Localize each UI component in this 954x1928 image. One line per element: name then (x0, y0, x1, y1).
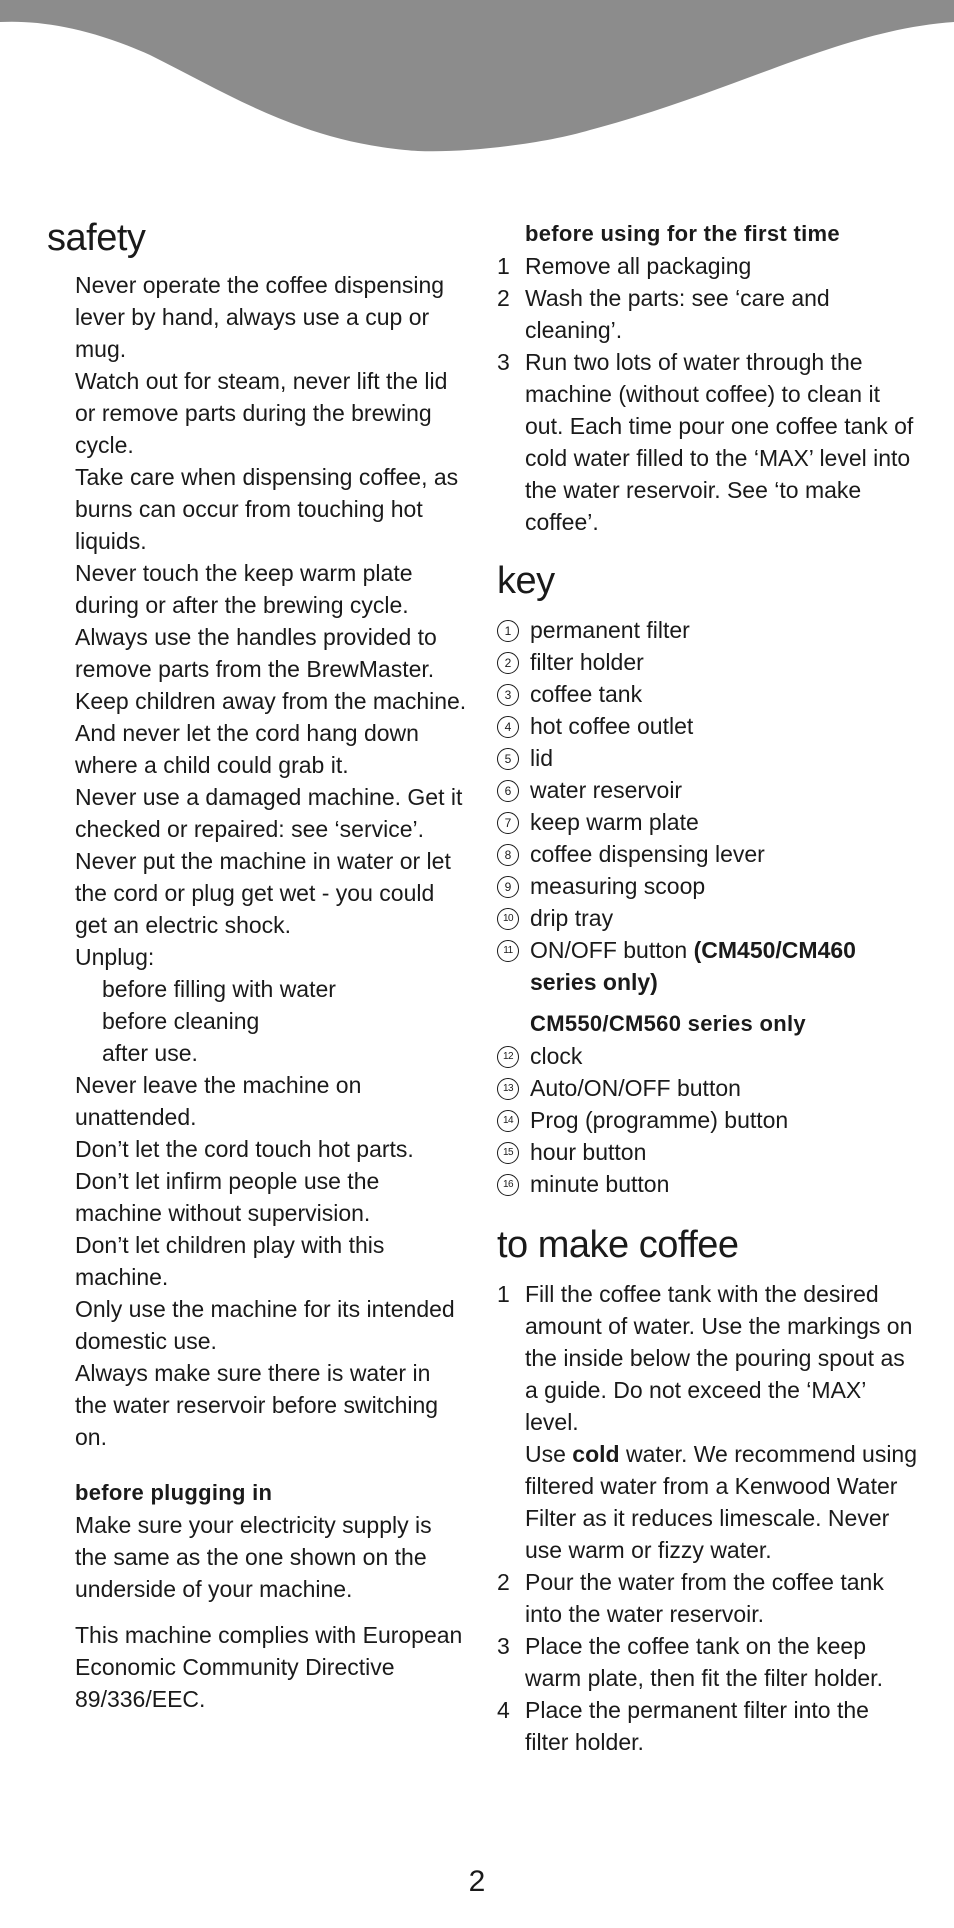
number-circle-icon: 5 (497, 748, 519, 770)
safety-item: Don’t let the cord touch hot parts. (75, 1136, 414, 1162)
number-circle-icon: 1 (497, 620, 519, 642)
unplug-item: before filling with water (102, 976, 336, 1002)
step-text: Wash the parts: see ‘care and cleaning’. (525, 285, 830, 343)
key-item (497, 934, 917, 998)
safety-item: Don’t let infirm people use the machine without supervision. (75, 1168, 380, 1226)
key-label: hour button (530, 1139, 647, 1165)
step-number: 2 (497, 285, 510, 311)
key-item (497, 1040, 917, 1072)
key-item (497, 1136, 917, 1168)
header-wave (0, 0, 954, 160)
key-label: coffee tank (530, 681, 643, 707)
before-plugging-text: Make sure your electricity supply is the same as the one shown on the underside of your machine. (75, 1512, 432, 1602)
number-circle-icon: 7 (497, 812, 519, 834)
key-item (497, 646, 917, 678)
key-item (497, 710, 917, 742)
before-plugging-heading: before plugging in (75, 1480, 273, 1505)
unplug-item: before cleaning (102, 1008, 260, 1034)
safety-title: safety (47, 217, 146, 259)
number-circle-icon: 12 (497, 1046, 519, 1068)
key-label: hot coffee outlet (530, 713, 694, 739)
number-circle-icon: 3 (497, 684, 519, 706)
series-heading: CM550/CM560 series only (530, 1011, 806, 1036)
step-number: 4 (497, 1697, 510, 1723)
number-circle-icon: 9 (497, 876, 519, 898)
key-item (497, 614, 917, 646)
use-prefix: Use (525, 1441, 573, 1467)
step-number: 3 (497, 1633, 510, 1659)
key-label: water reservoir (530, 777, 683, 803)
key-item (497, 902, 917, 934)
list-item (497, 282, 917, 346)
safety-item: Unplug: (75, 944, 155, 970)
key-label: filter holder (530, 649, 644, 675)
key-item (497, 1168, 917, 1200)
key-list (497, 614, 917, 998)
number-circle-icon: 6 (497, 780, 519, 802)
safety-item: Don’t let children play with this machine. (75, 1232, 385, 1290)
series-key-list (497, 1040, 917, 1200)
step-text: Place the permanent filter into the filter holder. (525, 1697, 869, 1755)
key-title: key (497, 560, 555, 602)
safety-item: Only use the machine for its intended domestic use. (75, 1296, 455, 1354)
number-circle-icon: 10 (497, 908, 519, 930)
key-label: measuring scoop (530, 873, 706, 899)
safety-item: Take care when dispensing coffee, as burns can occur from touching hot liquids. (75, 464, 459, 554)
make-coffee-title: to make coffee (497, 1224, 739, 1266)
step-text: Remove all packaging (525, 253, 752, 279)
safety-item: Always make sure there is water in the water reservoir before switching on. (75, 1360, 439, 1450)
key-item (497, 870, 917, 902)
right-column (497, 218, 917, 1758)
safety-item: Never touch the keep warm plate during or after the brewing cycle. (75, 560, 413, 618)
number-circle-icon: 11 (497, 940, 519, 962)
step-text: Place the coffee tank on the keep warm plate, then fit the filter holder. (525, 1633, 883, 1691)
step-number: 2 (497, 1569, 510, 1595)
key-label: coffee dispensing lever (530, 841, 765, 867)
number-circle-icon: 8 (497, 844, 519, 866)
key-label-bold: (CM450/CM460 series only) (530, 937, 856, 995)
safety-item: Never use a damaged machine. Get it checked or repaired: see ‘service’. (75, 784, 463, 842)
step-text: Run two lots of water through the machine (without coffee) to clean it out. Each time pour one coffee tank of cold water filled to the ‘MAX’ level into the water reservoir. See ‘to make coffee’. (525, 349, 914, 535)
safety-item: Always use the handles provided to remove parts from the BrewMaster. (75, 624, 437, 682)
number-circle-icon: 15 (497, 1142, 519, 1164)
safety-item: Never leave the machine on unattended. (75, 1072, 362, 1130)
first-time-steps (497, 250, 917, 538)
safety-item: Watch out for steam, never lift the lid or remove parts during the brewing cycle. (75, 368, 448, 458)
number-circle-icon: 2 (497, 652, 519, 674)
key-label: Auto/ON/OFF button (530, 1075, 741, 1101)
compliance-text: This machine complies with European Economic Community Directive 89/336/EEC. (75, 1622, 463, 1712)
step-text: Fill the coffee tank with the desired amount of water. Use the markings on the inside below the pouring spout as a guide. Do not exceed the ‘MAX’ level. (525, 1281, 913, 1435)
make-coffee-steps (497, 1278, 917, 1758)
key-label: Prog (programme) button (530, 1107, 789, 1133)
key-label: drip tray (530, 905, 614, 931)
safety-item: Never put the machine in water or let the cord or plug get wet - you could get an electric shock. (75, 848, 451, 938)
key-item (497, 838, 917, 870)
safety-item: Keep children away from the machine. And never let the cord hang down where a child could grab it. (75, 688, 467, 778)
first-time-heading: before using for the first time (525, 221, 840, 246)
key-label: keep warm plate (530, 809, 699, 835)
key-label: ON/OFF button (530, 937, 694, 963)
list-item (497, 346, 917, 538)
key-item (497, 742, 917, 774)
use-suffix: water. We recommend using filtered water from a Kenwood Water Filter as it reduces limescale. Never use warm or fizzy water. (525, 1441, 918, 1563)
key-item (497, 678, 917, 710)
step-text: Pour the water from the coffee tank into the water reservoir. (525, 1569, 884, 1627)
use-bold: cold (572, 1441, 620, 1467)
left-column (47, 215, 467, 1715)
key-item (497, 774, 917, 806)
key-item (497, 806, 917, 838)
step-number: 1 (497, 253, 510, 279)
unplug-item: after use. (102, 1040, 198, 1066)
list-item (497, 1566, 917, 1630)
key-item (497, 1072, 917, 1104)
number-circle-icon: 14 (497, 1110, 519, 1132)
number-circle-icon: 4 (497, 716, 519, 738)
number-circle-icon: 13 (497, 1078, 519, 1100)
list-item (497, 1278, 917, 1566)
page-number: 2 (468, 1865, 486, 1898)
key-label: minute button (530, 1171, 670, 1197)
list-item (497, 1694, 917, 1758)
key-item (497, 1104, 917, 1136)
step-number: 1 (497, 1281, 510, 1307)
number-circle-icon: 16 (497, 1174, 519, 1196)
safety-item: Never operate the coffee dispensing lever by hand, always use a cup or mug. (75, 272, 445, 362)
safety-list (47, 269, 467, 1715)
key-label: clock (530, 1043, 583, 1069)
list-item (497, 250, 917, 282)
list-item (497, 1630, 917, 1694)
key-label: lid (530, 745, 554, 771)
step-number: 3 (497, 349, 510, 375)
key-label: permanent filter (530, 617, 690, 643)
